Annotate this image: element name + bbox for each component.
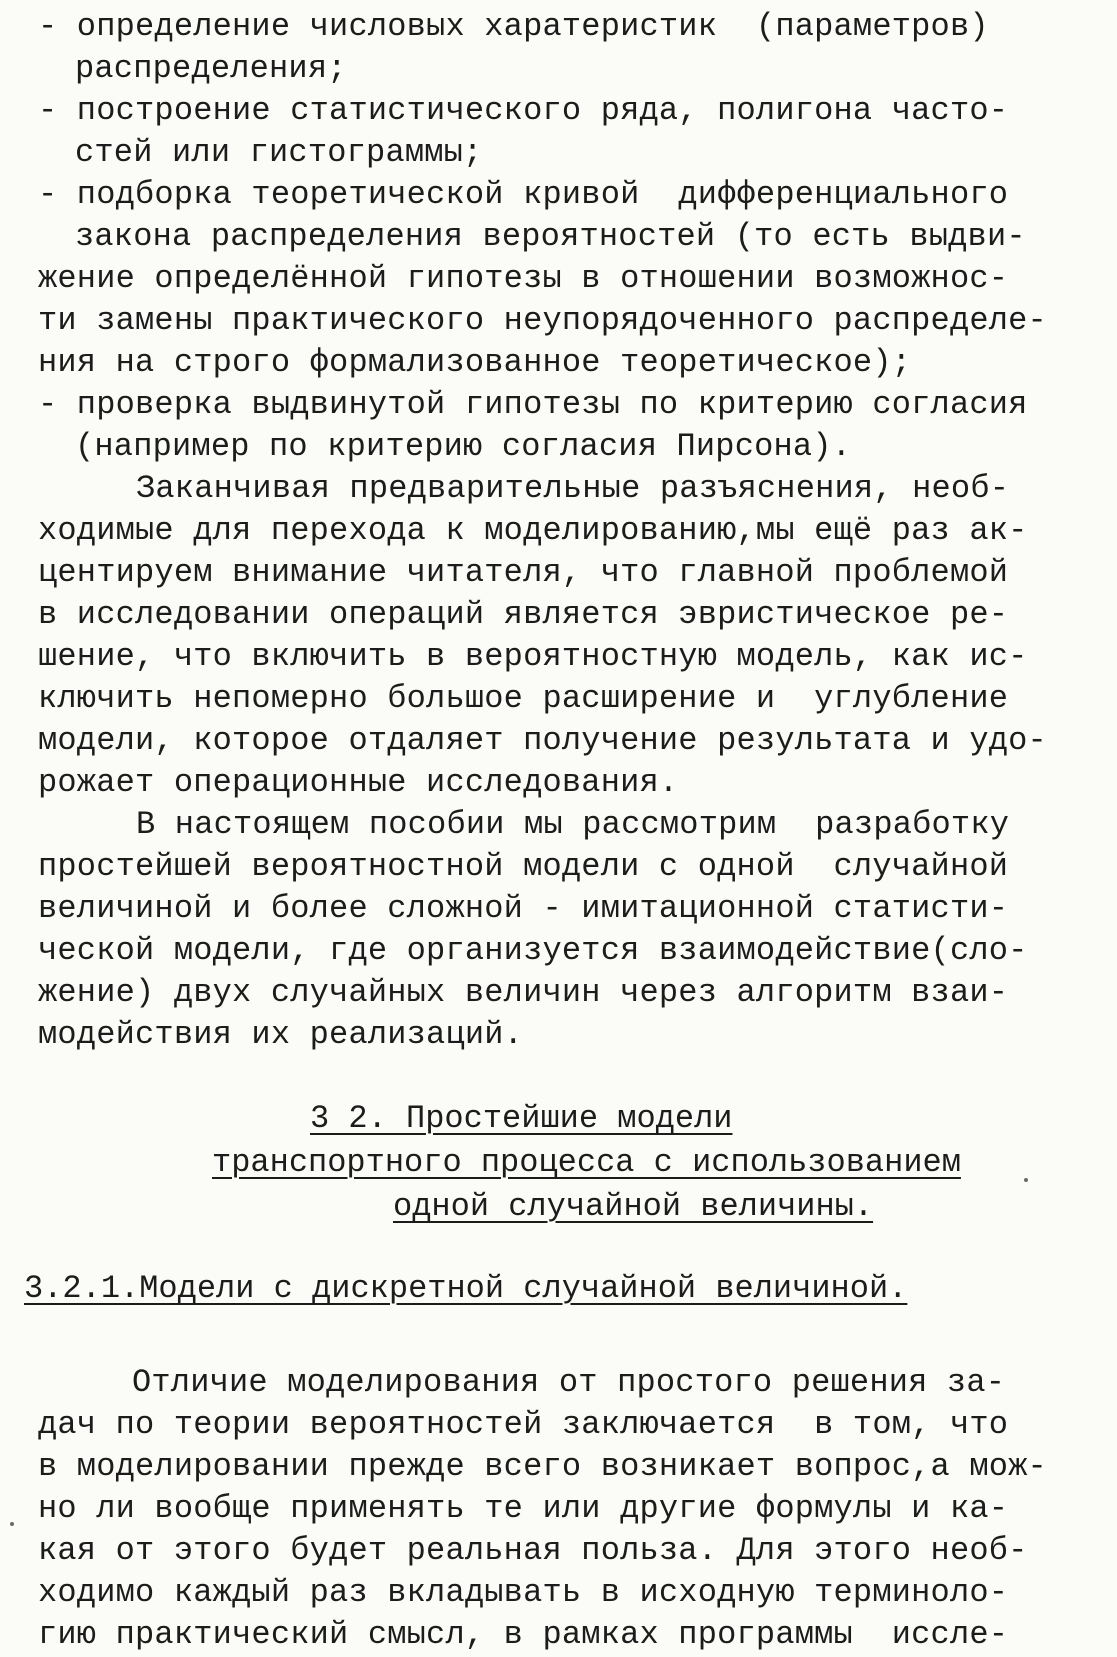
list-item-line: - проверка выдвинутой гипотезы по критерию согласия xyxy=(38,386,1028,423)
paragraph-line: величиной и более сложной - имитационной статисти- xyxy=(38,890,1009,927)
paragraph-line: в исследовании операций является эвристическое ре- xyxy=(38,596,1009,633)
paragraph-line: ходимо каждый раз вкладывать в исходную терминоло- xyxy=(38,1574,1009,1611)
list-item-line: - построение статистического ряда, полигона часто- xyxy=(38,92,1009,129)
scan-speck xyxy=(10,1522,14,1526)
subsection-heading: 3.2.1.Модели с дискретной случайной величиной. xyxy=(24,1270,908,1307)
paragraph-line: кая от этого будет реальная польза. Для этого необ- xyxy=(38,1532,1028,1569)
paragraph-line: гию практический смысл, в рамках программы иссле- xyxy=(38,1616,1009,1653)
scan-speck xyxy=(1024,1178,1028,1182)
paragraph-line: простейшей вероятностной модели с одной случайной xyxy=(38,848,1009,885)
paragraph-line: жение) двух случайных величин через алгоритм взаи- xyxy=(38,974,1009,1011)
paragraph-line: дач по теории вероятностей заключается в том, что xyxy=(38,1406,1009,1443)
list-item-line: жение определённой гипотезы в отношении возможнос- xyxy=(38,260,1009,297)
paragraph-line: Заканчивая предварительные разъяснения, необ- xyxy=(136,470,1010,507)
paragraph-line: центируем внимание читателя, что главной проблемой xyxy=(38,554,1009,591)
list-item-line: ния на строго формализованное теоретическое); xyxy=(38,344,912,381)
list-item-line: распределения; xyxy=(75,50,347,87)
paragraph-line: ходимые для перехода к моделированию,мы ещё раз ак- xyxy=(38,512,1028,549)
list-item-line: (например по критерию согласия Пирсона). xyxy=(75,428,852,465)
section-heading-line: транспортного процесса с использованием xyxy=(212,1144,961,1181)
list-item-line: ти замены практического неупорядоченного распределе- xyxy=(38,302,1047,339)
paragraph-line: модели, которое отдаляет получение результата и удо- xyxy=(38,722,1047,759)
paragraph-line: рожает операционные исследования. xyxy=(38,764,679,801)
paragraph-line: ключить непомерно большое расширение и углубление xyxy=(38,680,1009,717)
paragraph-line: Отличие моделирования от простого решения за- xyxy=(132,1364,1006,1401)
section-heading-line: одной случайной величины. xyxy=(393,1188,874,1225)
list-item-line: стей или гистограммы; xyxy=(75,134,483,171)
paragraph-line: шение, что включить в вероятностную модель, как ис- xyxy=(38,638,1028,675)
list-item-line: - определение числовых харатеристик (параметров) xyxy=(38,8,989,45)
list-item-line: закона распределения вероятностей (то есть выдви- xyxy=(75,218,1026,255)
paragraph-line: но ли вообще применять те или другие формулы и ка- xyxy=(38,1490,1009,1527)
paragraph-line: В настоящем пособии мы рассмотрим разработку xyxy=(136,806,1010,843)
section-heading-line: 3 2. Простейшие модели xyxy=(310,1100,733,1137)
paragraph-line: в моделировании прежде всего возникает вопрос,а мож- xyxy=(38,1448,1047,1485)
paragraph-line: модействия их реализаций. xyxy=(38,1016,524,1053)
paragraph-line: ческой модели, где организуется взаимодействие(сло- xyxy=(38,932,1028,969)
list-item-line: - подборка теоретической кривой дифференциального xyxy=(38,176,1009,213)
